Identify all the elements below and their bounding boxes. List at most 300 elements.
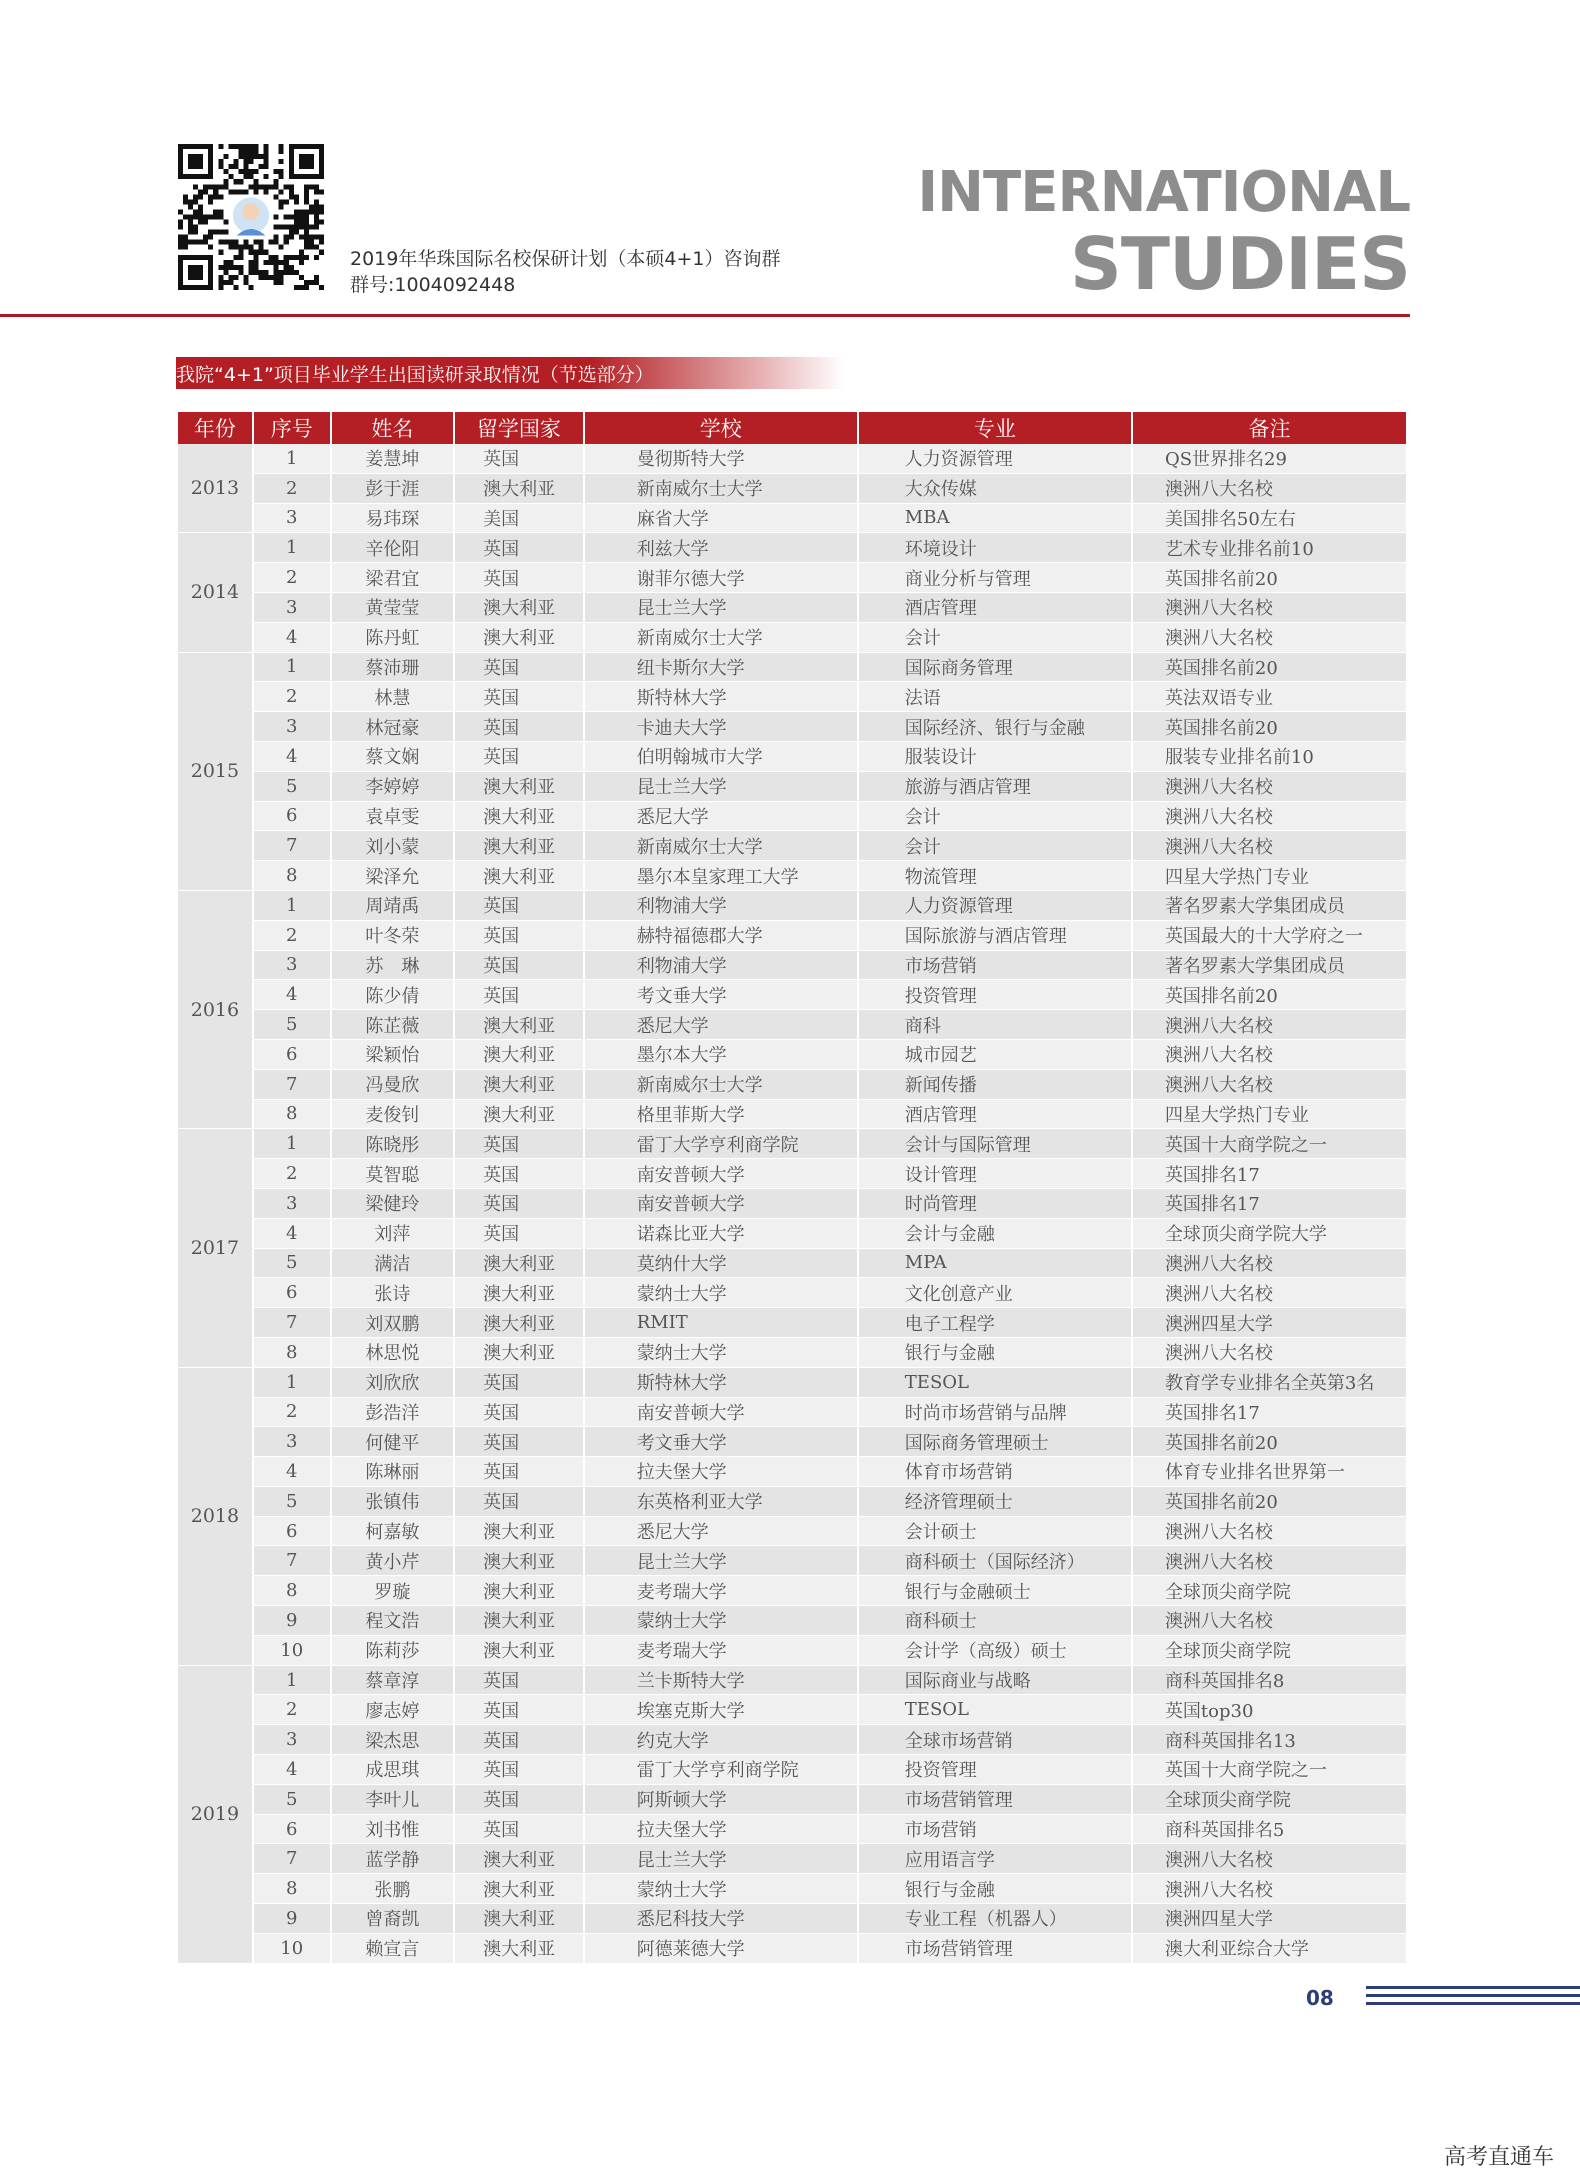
row-index: 7 (254, 1070, 330, 1100)
note: 体育专业排名世界第一 (1133, 1457, 1406, 1487)
table-row (178, 1636, 1406, 1666)
school: 南安普顿大学 (585, 1398, 857, 1428)
major: 时尚市场营销与品牌 (859, 1398, 1131, 1428)
major: 体育市场营销 (859, 1457, 1131, 1487)
major: 国际旅游与酒店管理 (859, 921, 1131, 951)
row-index: 7 (254, 831, 330, 861)
major: 银行与金融 (859, 1338, 1131, 1368)
table-row (178, 1308, 1406, 1338)
major: 会计 (859, 831, 1131, 861)
major: 商科硕士 (859, 1606, 1131, 1636)
row-index: 4 (254, 980, 330, 1010)
table-row (178, 861, 1406, 891)
school: 麦考瑞大学 (585, 1576, 857, 1606)
table-row (178, 921, 1406, 951)
table-row (178, 951, 1406, 981)
major: 新闻传播 (859, 1070, 1131, 1100)
student-name: 梁颖怡 (332, 1040, 454, 1070)
table-row (178, 1457, 1406, 1487)
country: 英国 (455, 712, 583, 742)
country: 澳大利亚 (455, 1249, 583, 1279)
school: 利物浦大学 (585, 891, 857, 921)
major: 酒店管理 (859, 1100, 1131, 1130)
table-row (178, 1815, 1406, 1845)
table-row (178, 1398, 1406, 1428)
student-name: 陈丹虹 (332, 623, 454, 653)
student-name: 黄小芹 (332, 1546, 454, 1576)
note: 服装专业排名前10 (1133, 742, 1406, 772)
note: 全球顶尖商学院大学 (1133, 1219, 1406, 1249)
header-year: 年份 (178, 412, 252, 444)
note: 澳洲八大名校 (1133, 1070, 1406, 1100)
school: 昆士兰大学 (585, 593, 857, 623)
major: 商科硕士（国际经济） (859, 1546, 1131, 1576)
note: 澳洲八大名校 (1133, 1874, 1406, 1904)
student-name: 周靖禹 (332, 891, 454, 921)
table-row (178, 474, 1406, 504)
country: 英国 (455, 921, 583, 951)
student-name: 刘双鹏 (332, 1308, 454, 1338)
school: 纽卡斯尔大学 (585, 653, 857, 683)
watermark: 高考直通车 (1443, 2145, 1554, 2170)
country: 英国 (455, 682, 583, 712)
major: 文化创意产业 (859, 1278, 1131, 1308)
school: 赫特福德郡大学 (585, 921, 857, 951)
country: 英国 (455, 1219, 583, 1249)
footer-line (1366, 1986, 1580, 1989)
table-row (178, 742, 1406, 772)
student-name: 曾裔凯 (332, 1904, 454, 1934)
major: 设计管理 (859, 1159, 1131, 1189)
year-cell: 2013 (178, 444, 252, 533)
student-name: 梁泽允 (332, 861, 454, 891)
header-major: 专业 (859, 412, 1131, 444)
table-row (178, 1904, 1406, 1934)
note: 澳洲八大名校 (1133, 802, 1406, 832)
student-name: 刘小蒙 (332, 831, 454, 861)
row-index: 2 (254, 474, 330, 504)
country: 澳大利亚 (455, 1070, 583, 1100)
row-index: 6 (254, 1517, 330, 1547)
row-index: 8 (254, 1100, 330, 1130)
student-name: 蓝学静 (332, 1844, 454, 1874)
country: 英国 (455, 1159, 583, 1189)
student-name: 彭于涯 (332, 474, 454, 504)
table-row (178, 1666, 1406, 1696)
major: 投资管理 (859, 980, 1131, 1010)
school: 新南威尔士大学 (585, 1070, 857, 1100)
row-index: 1 (254, 533, 330, 563)
major: 商业分析与管理 (859, 563, 1131, 593)
school: 利兹大学 (585, 533, 857, 563)
country: 英国 (455, 653, 583, 683)
row-index: 5 (254, 1249, 330, 1279)
row-index: 8 (254, 861, 330, 891)
country: 英国 (455, 1189, 583, 1219)
title-studies: STUDIES (1069, 222, 1410, 306)
major: 专业工程（机器人） (859, 1904, 1131, 1934)
table-row (178, 533, 1406, 563)
major: MBA (859, 504, 1131, 534)
row-index: 3 (254, 1725, 330, 1755)
country: 澳大利亚 (455, 831, 583, 861)
row-index: 5 (254, 772, 330, 802)
note: 教育学专业排名全英第3名 (1133, 1368, 1406, 1398)
row-index: 4 (254, 1219, 330, 1249)
table-row (178, 593, 1406, 623)
table-row (178, 980, 1406, 1010)
country: 澳大利亚 (455, 1636, 583, 1666)
student-name: 梁杰思 (332, 1725, 454, 1755)
country: 澳大利亚 (455, 1874, 583, 1904)
major: 环境设计 (859, 533, 1131, 563)
note: 澳洲八大名校 (1133, 1338, 1406, 1368)
student-name: 程文浩 (332, 1606, 454, 1636)
major: 电子工程学 (859, 1308, 1131, 1338)
school: 兰卡斯特大学 (585, 1666, 857, 1696)
school: 雷丁大学亨利商学院 (585, 1755, 857, 1785)
table-row (178, 1219, 1406, 1249)
year-cell: 2014 (178, 533, 252, 652)
major: 时尚管理 (859, 1189, 1131, 1219)
row-index: 3 (254, 593, 330, 623)
school: 约克大学 (585, 1725, 857, 1755)
student-name: 蔡文娴 (332, 742, 454, 772)
student-name: 刘欣欣 (332, 1368, 454, 1398)
table-row (178, 1874, 1406, 1904)
school: 卡迪夫大学 (585, 712, 857, 742)
note: 商科英国排名8 (1133, 1666, 1406, 1696)
major: 应用语言学 (859, 1844, 1131, 1874)
country: 澳大利亚 (455, 1517, 583, 1547)
country: 英国 (455, 1755, 583, 1785)
row-index: 6 (254, 1040, 330, 1070)
major: 市场营销管理 (859, 1934, 1131, 1964)
table-row (178, 1934, 1406, 1964)
table-row (178, 891, 1406, 921)
table-row (178, 1070, 1406, 1100)
country: 澳大利亚 (455, 1546, 583, 1576)
table-row (178, 1010, 1406, 1040)
student-name: 袁卓雯 (332, 802, 454, 832)
table-row (178, 1517, 1406, 1547)
student-name: 赖宣言 (332, 1934, 454, 1964)
country: 澳大利亚 (455, 1040, 583, 1070)
group-number: 群号:1004092448 (350, 274, 516, 296)
header-index: 序号 (254, 412, 330, 444)
row-index: 5 (254, 1785, 330, 1815)
school: 昆士兰大学 (585, 772, 857, 802)
note: 澳洲八大名校 (1133, 1606, 1406, 1636)
note: 英国十大商学院之一 (1133, 1129, 1406, 1159)
table-row (178, 1844, 1406, 1874)
qr-code (178, 144, 324, 290)
school: 考文垂大学 (585, 1427, 857, 1457)
row-index: 10 (254, 1636, 330, 1666)
table-body (178, 444, 1406, 1964)
note: 澳洲八大名校 (1133, 772, 1406, 802)
row-index: 2 (254, 682, 330, 712)
country: 英国 (455, 891, 583, 921)
table-row (178, 772, 1406, 802)
note: 美国排名50左右 (1133, 504, 1406, 534)
table-row (178, 1576, 1406, 1606)
note: 全球顶尖商学院 (1133, 1785, 1406, 1815)
school: 拉夫堡大学 (585, 1815, 857, 1845)
table-row (178, 1100, 1406, 1130)
row-index: 2 (254, 921, 330, 951)
note: 商科英国排名13 (1133, 1725, 1406, 1755)
school: 墨尔本皇家理工大学 (585, 861, 857, 891)
table-row (178, 444, 1406, 474)
school: 墨尔本大学 (585, 1040, 857, 1070)
country: 英国 (455, 1398, 583, 1428)
major: 国际商务管理 (859, 653, 1131, 683)
header-school: 学校 (585, 412, 857, 444)
country: 英国 (455, 444, 583, 474)
country: 澳大利亚 (455, 474, 583, 504)
row-index: 1 (254, 1129, 330, 1159)
student-name: 何健平 (332, 1427, 454, 1457)
row-index: 3 (254, 1189, 330, 1219)
school: 谢菲尔德大学 (585, 563, 857, 593)
student-name: 黄莹莹 (332, 593, 454, 623)
row-index: 7 (254, 1844, 330, 1874)
group-name: 2019年华珠国际名校保研计划（本硕4+1）咨询群 (350, 248, 781, 270)
table-row (178, 1159, 1406, 1189)
major: 会计硕士 (859, 1517, 1131, 1547)
table-row (178, 1368, 1406, 1398)
note: 全球顶尖商学院 (1133, 1576, 1406, 1606)
table-row (178, 1338, 1406, 1368)
page-number-lines (1336, 1986, 1580, 2010)
school: 新南威尔士大学 (585, 623, 857, 653)
table-row (178, 1189, 1406, 1219)
country: 澳大利亚 (455, 1934, 583, 1964)
major: 大众传媒 (859, 474, 1131, 504)
student-name: 易玮琛 (332, 504, 454, 534)
row-index: 1 (254, 891, 330, 921)
student-name: 李婷婷 (332, 772, 454, 802)
major: 银行与金融硕士 (859, 1576, 1131, 1606)
school: 斯特林大学 (585, 1368, 857, 1398)
major: 国际商务管理硕士 (859, 1427, 1131, 1457)
student-name: 柯嘉敏 (332, 1517, 454, 1547)
major: 法语 (859, 682, 1131, 712)
country: 英国 (455, 1457, 583, 1487)
row-index: 5 (254, 1010, 330, 1040)
major: 会计与金融 (859, 1219, 1131, 1249)
note: 澳洲八大名校 (1133, 1844, 1406, 1874)
country: 英国 (455, 1725, 583, 1755)
country: 英国 (455, 1129, 583, 1159)
school: 昆士兰大学 (585, 1546, 857, 1576)
table-row (178, 1427, 1406, 1457)
student-name: 麦俊钊 (332, 1100, 454, 1130)
table-row (178, 1785, 1406, 1815)
school: 麻省大学 (585, 504, 857, 534)
country: 澳大利亚 (455, 1576, 583, 1606)
school: RMIT (585, 1308, 857, 1338)
note: 四星大学热门专业 (1133, 861, 1406, 891)
student-name: 苏 琳 (332, 951, 454, 981)
major: 城市园艺 (859, 1040, 1131, 1070)
student-name: 冯曼欣 (332, 1070, 454, 1100)
major: 服装设计 (859, 742, 1131, 772)
table-header-row (178, 412, 1406, 444)
school: 诺森比亚大学 (585, 1219, 857, 1249)
student-name: 陈少倩 (332, 980, 454, 1010)
row-index: 7 (254, 1308, 330, 1338)
row-index: 9 (254, 1904, 330, 1934)
table-row (178, 1487, 1406, 1517)
table-row (178, 1755, 1406, 1785)
row-index: 8 (254, 1874, 330, 1904)
country: 澳大利亚 (455, 1338, 583, 1368)
note: 英国排名前20 (1133, 1487, 1406, 1517)
table-row (178, 831, 1406, 861)
school: 斯特林大学 (585, 682, 857, 712)
note: QS世界排名29 (1133, 444, 1406, 474)
major: 经济管理硕士 (859, 1487, 1131, 1517)
note: 澳洲八大名校 (1133, 1010, 1406, 1040)
row-index: 2 (254, 563, 330, 593)
header-note: 备注 (1133, 412, 1406, 444)
year-cell: 2019 (178, 1666, 252, 1964)
note: 英国排名前20 (1133, 712, 1406, 742)
country: 澳大利亚 (455, 861, 583, 891)
country: 澳大利亚 (455, 1308, 583, 1338)
row-index: 6 (254, 1815, 330, 1845)
row-index: 6 (254, 1278, 330, 1308)
note: 英国排名前20 (1133, 1427, 1406, 1457)
student-name: 刘萍 (332, 1219, 454, 1249)
row-index: 4 (254, 623, 330, 653)
row-index: 4 (254, 742, 330, 772)
country: 英国 (455, 980, 583, 1010)
school: 拉夫堡大学 (585, 1457, 857, 1487)
note: 英国排名前20 (1133, 563, 1406, 593)
country: 澳大利亚 (455, 1010, 583, 1040)
row-index: 10 (254, 1934, 330, 1964)
note: 澳洲八大名校 (1133, 1278, 1406, 1308)
student-name: 辛伦阳 (332, 533, 454, 563)
note: 著名罗素大学集团成员 (1133, 891, 1406, 921)
student-name: 梁君宜 (332, 563, 454, 593)
major: TESOL (859, 1368, 1131, 1398)
school: 埃塞克斯大学 (585, 1695, 857, 1725)
major: 市场营销 (859, 951, 1131, 981)
note: 英国排名17 (1133, 1159, 1406, 1189)
table-row (178, 563, 1406, 593)
school: 东英格利亚大学 (585, 1487, 857, 1517)
major: 会计与国际管理 (859, 1129, 1131, 1159)
row-index: 8 (254, 1576, 330, 1606)
student-name: 陈芷薇 (332, 1010, 454, 1040)
note: 英国十大商学院之一 (1133, 1755, 1406, 1785)
school: 麦考瑞大学 (585, 1636, 857, 1666)
table-row (178, 712, 1406, 742)
row-index: 1 (254, 1368, 330, 1398)
student-name: 陈琳丽 (332, 1457, 454, 1487)
student-name: 蔡章淳 (332, 1666, 454, 1696)
school: 南安普顿大学 (585, 1159, 857, 1189)
note: 英国最大的十大学府之一 (1133, 921, 1406, 951)
note: 澳洲八大名校 (1133, 1249, 1406, 1279)
qr-code-image (178, 144, 324, 290)
note: 澳大利亚综合大学 (1133, 1934, 1406, 1964)
school: 昆士兰大学 (585, 1844, 857, 1874)
note: 英国排名17 (1133, 1189, 1406, 1219)
country: 澳大利亚 (455, 623, 583, 653)
row-index: 1 (254, 1666, 330, 1696)
row-index: 2 (254, 1398, 330, 1428)
country: 英国 (455, 1368, 583, 1398)
row-index: 3 (254, 1427, 330, 1457)
note: 澳洲八大名校 (1133, 474, 1406, 504)
student-name: 蔡沛珊 (332, 653, 454, 683)
country: 英国 (455, 1815, 583, 1845)
header-country: 留学国家 (455, 412, 583, 444)
major: 投资管理 (859, 1755, 1131, 1785)
table-row (178, 623, 1406, 653)
table-row (178, 1606, 1406, 1636)
row-index: 8 (254, 1338, 330, 1368)
country: 英国 (455, 1785, 583, 1815)
student-name: 张鹏 (332, 1874, 454, 1904)
row-index: 4 (254, 1755, 330, 1785)
note: 澳洲八大名校 (1133, 1517, 1406, 1547)
row-index: 2 (254, 1159, 330, 1189)
table-row (178, 682, 1406, 712)
row-index: 1 (254, 653, 330, 683)
school: 考文垂大学 (585, 980, 857, 1010)
country: 澳大利亚 (455, 1100, 583, 1130)
student-name: 张诗 (332, 1278, 454, 1308)
student-name: 罗璇 (332, 1576, 454, 1606)
note: 英国排名前20 (1133, 653, 1406, 683)
row-index: 1 (254, 444, 330, 474)
student-name: 张镇伟 (332, 1487, 454, 1517)
student-name: 莫智聪 (332, 1159, 454, 1189)
note: 英国排名17 (1133, 1398, 1406, 1428)
note: 澳洲四星大学 (1133, 1904, 1406, 1934)
school: 新南威尔士大学 (585, 474, 857, 504)
footer-line (1366, 1994, 1580, 1997)
row-index: 5 (254, 1487, 330, 1517)
school: 莫纳什大学 (585, 1249, 857, 1279)
student-name: 姜慧坤 (332, 444, 454, 474)
row-index: 4 (254, 1457, 330, 1487)
country: 英国 (455, 563, 583, 593)
student-name: 陈莉莎 (332, 1636, 454, 1666)
country: 澳大利亚 (455, 1844, 583, 1874)
note: 艺术专业排名前10 (1133, 533, 1406, 563)
footer-line (1366, 2002, 1580, 2005)
header-divider (0, 314, 1410, 317)
student-name: 梁健玲 (332, 1189, 454, 1219)
major: 会计学（高级）硕士 (859, 1636, 1131, 1666)
table-row (178, 1695, 1406, 1725)
header-name: 姓名 (332, 412, 454, 444)
school: 蒙纳士大学 (585, 1606, 857, 1636)
note: 澳洲四星大学 (1133, 1308, 1406, 1338)
school: 蒙纳士大学 (585, 1278, 857, 1308)
country: 美国 (455, 504, 583, 534)
student-name: 陈晓彤 (332, 1129, 454, 1159)
school: 悉尼大学 (585, 802, 857, 832)
country: 澳大利亚 (455, 802, 583, 832)
